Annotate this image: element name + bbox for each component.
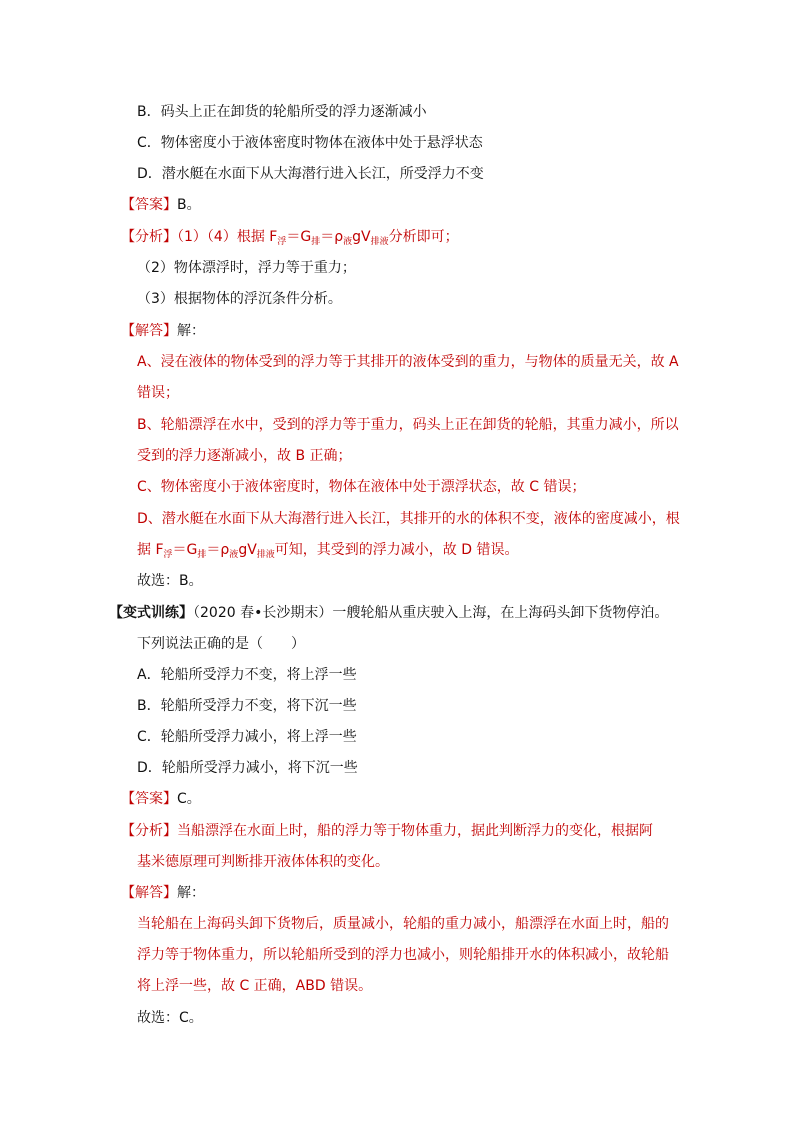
solution-d-line-1: D、潜水艇在水面下从大海潜行进入长江，其排开的水的体积不变，液体的密度减小，根 — [137, 511, 680, 527]
solution-a-line-2: 错误； — [137, 385, 179, 401]
option-c: C．物体密度小于液体密度时物体在液体中处于悬浮状态 — [137, 135, 483, 151]
analysis-line-1 — [121, 227, 459, 247]
choose-line: 故选：B。 — [137, 573, 203, 589]
subscript-pai: 排 — [311, 237, 321, 247]
variant-choose-line: 故选：C。 — [137, 1010, 203, 1026]
variant-stem: 一艘轮船从重庆驶入上海，在上海码头卸下货物停泊。 — [332, 605, 669, 621]
solution-label: 解： — [177, 323, 205, 339]
solution-d-line-2 — [137, 540, 518, 560]
variant-solution-label: 解： — [177, 885, 205, 901]
variant-stem-line-1 — [109, 603, 668, 623]
analysis-line-3: （3）根据物体的浮沉条件分析。 — [137, 291, 342, 307]
option-d: D．潜水艇在水面下从大海潜行进入长江，所受浮力不变 — [137, 166, 484, 182]
variant-source: （2020 春•长沙期末） — [193, 605, 333, 621]
option-b: B．码头上正在卸货的轮船所受的浮力逐渐减小 — [137, 104, 427, 120]
formula-rho: ＝ρ — [320, 229, 344, 245]
variant-solution-line — [121, 883, 205, 903]
solution-tag: 【解答】 — [121, 323, 177, 339]
solution-b-line-1: B、轮船漂浮在水中，受到的浮力等于重力，码头上正在卸货的轮船，其重力减小，所以 — [137, 417, 679, 433]
subscript-ye: 液 — [343, 237, 353, 247]
variant-option-c: C．轮船所受浮力减小，将上浮一些 — [137, 729, 357, 745]
variant-solution-tag: 【解答】 — [121, 885, 177, 901]
variant-analysis-tag: 【分析】 — [121, 823, 177, 839]
analysis-text: （1）（4）根据 F — [177, 229, 278, 245]
subscript-fu: 浮 — [277, 237, 287, 247]
analysis-text-end: 分析即可； — [388, 229, 459, 245]
solution-d-text: 据 F — [137, 542, 164, 558]
variant-stem-line-2: 下列说法正确的是（ ） — [137, 636, 305, 652]
subscript-paiye: 排液 — [370, 237, 389, 247]
formula-g: ＝G — [172, 542, 198, 558]
variant-solution-line-1: 当轮船在上海码头卸下货物后，质量减小，轮船的重力减小，船漂浮在水面上时，船的 — [137, 916, 669, 932]
variant-option-b: B．轮船所受浮力不变，将下沉一些 — [137, 698, 357, 714]
answer-tag: 【答案】 — [121, 197, 177, 213]
formula-g: ＝G — [286, 229, 312, 245]
variant-answer-tag: 【答案】 — [121, 791, 177, 807]
variant-answer-value: C。 — [177, 791, 201, 807]
answer-value: B。 — [177, 197, 201, 213]
subscript-pai: 排 — [197, 550, 207, 560]
variant-answer-line — [121, 789, 201, 809]
variant-analysis-line-2: 基米德原理可判断排开液体体积的变化。 — [137, 854, 389, 870]
subscript-fu: 浮 — [163, 550, 173, 560]
solution-line — [121, 321, 205, 341]
analysis-tag: 【分析】 — [121, 229, 177, 245]
variant-solution-line-2: 浮力等于物体重力，所以轮船所受到的浮力也减小，则轮船排开水的体积减小，故轮船 — [137, 947, 669, 963]
variant-analysis-line-1 — [121, 821, 653, 841]
variant-option-a: A．轮船所受浮力不变，将上浮一些 — [137, 667, 357, 683]
answer-line — [121, 195, 201, 215]
subscript-paiye: 排液 — [256, 550, 275, 560]
solution-a-line-1: A、浸在液体的物体受到的浮力等于其排开的液体受到的重力，与物体的质量无关，故 A — [137, 354, 679, 370]
analysis-line-2: （2）物体漂浮时，浮力等于重力； — [137, 260, 356, 276]
variant-solution-line-3: 将上浮一些，故 C 正确，ABD 错误。 — [137, 978, 373, 994]
solution-b-line-2: 受到的浮力逐渐减小，故 B 正确； — [137, 448, 352, 464]
solution-d-text-end: 可知，其受到的浮力减小，故 D 错误。 — [274, 542, 519, 558]
variant-analysis-text: 当船漂浮在水面上时，船的浮力等于物体重力，据此判断浮力的变化，根据阿 — [177, 823, 653, 839]
solution-c-line: C、物体密度小于液体密度时，物体在液体中处于漂浮状态，故 C 错误； — [137, 479, 586, 495]
formula-rho: ＝ρ — [206, 542, 230, 558]
variant-tag: 【变式训练】 — [109, 605, 193, 621]
variant-option-d: D．轮船所受浮力减小，将下沉一些 — [137, 760, 358, 776]
subscript-ye: 液 — [229, 550, 239, 560]
formula-gv: gV — [238, 542, 257, 558]
formula-gv: gV — [352, 229, 371, 245]
